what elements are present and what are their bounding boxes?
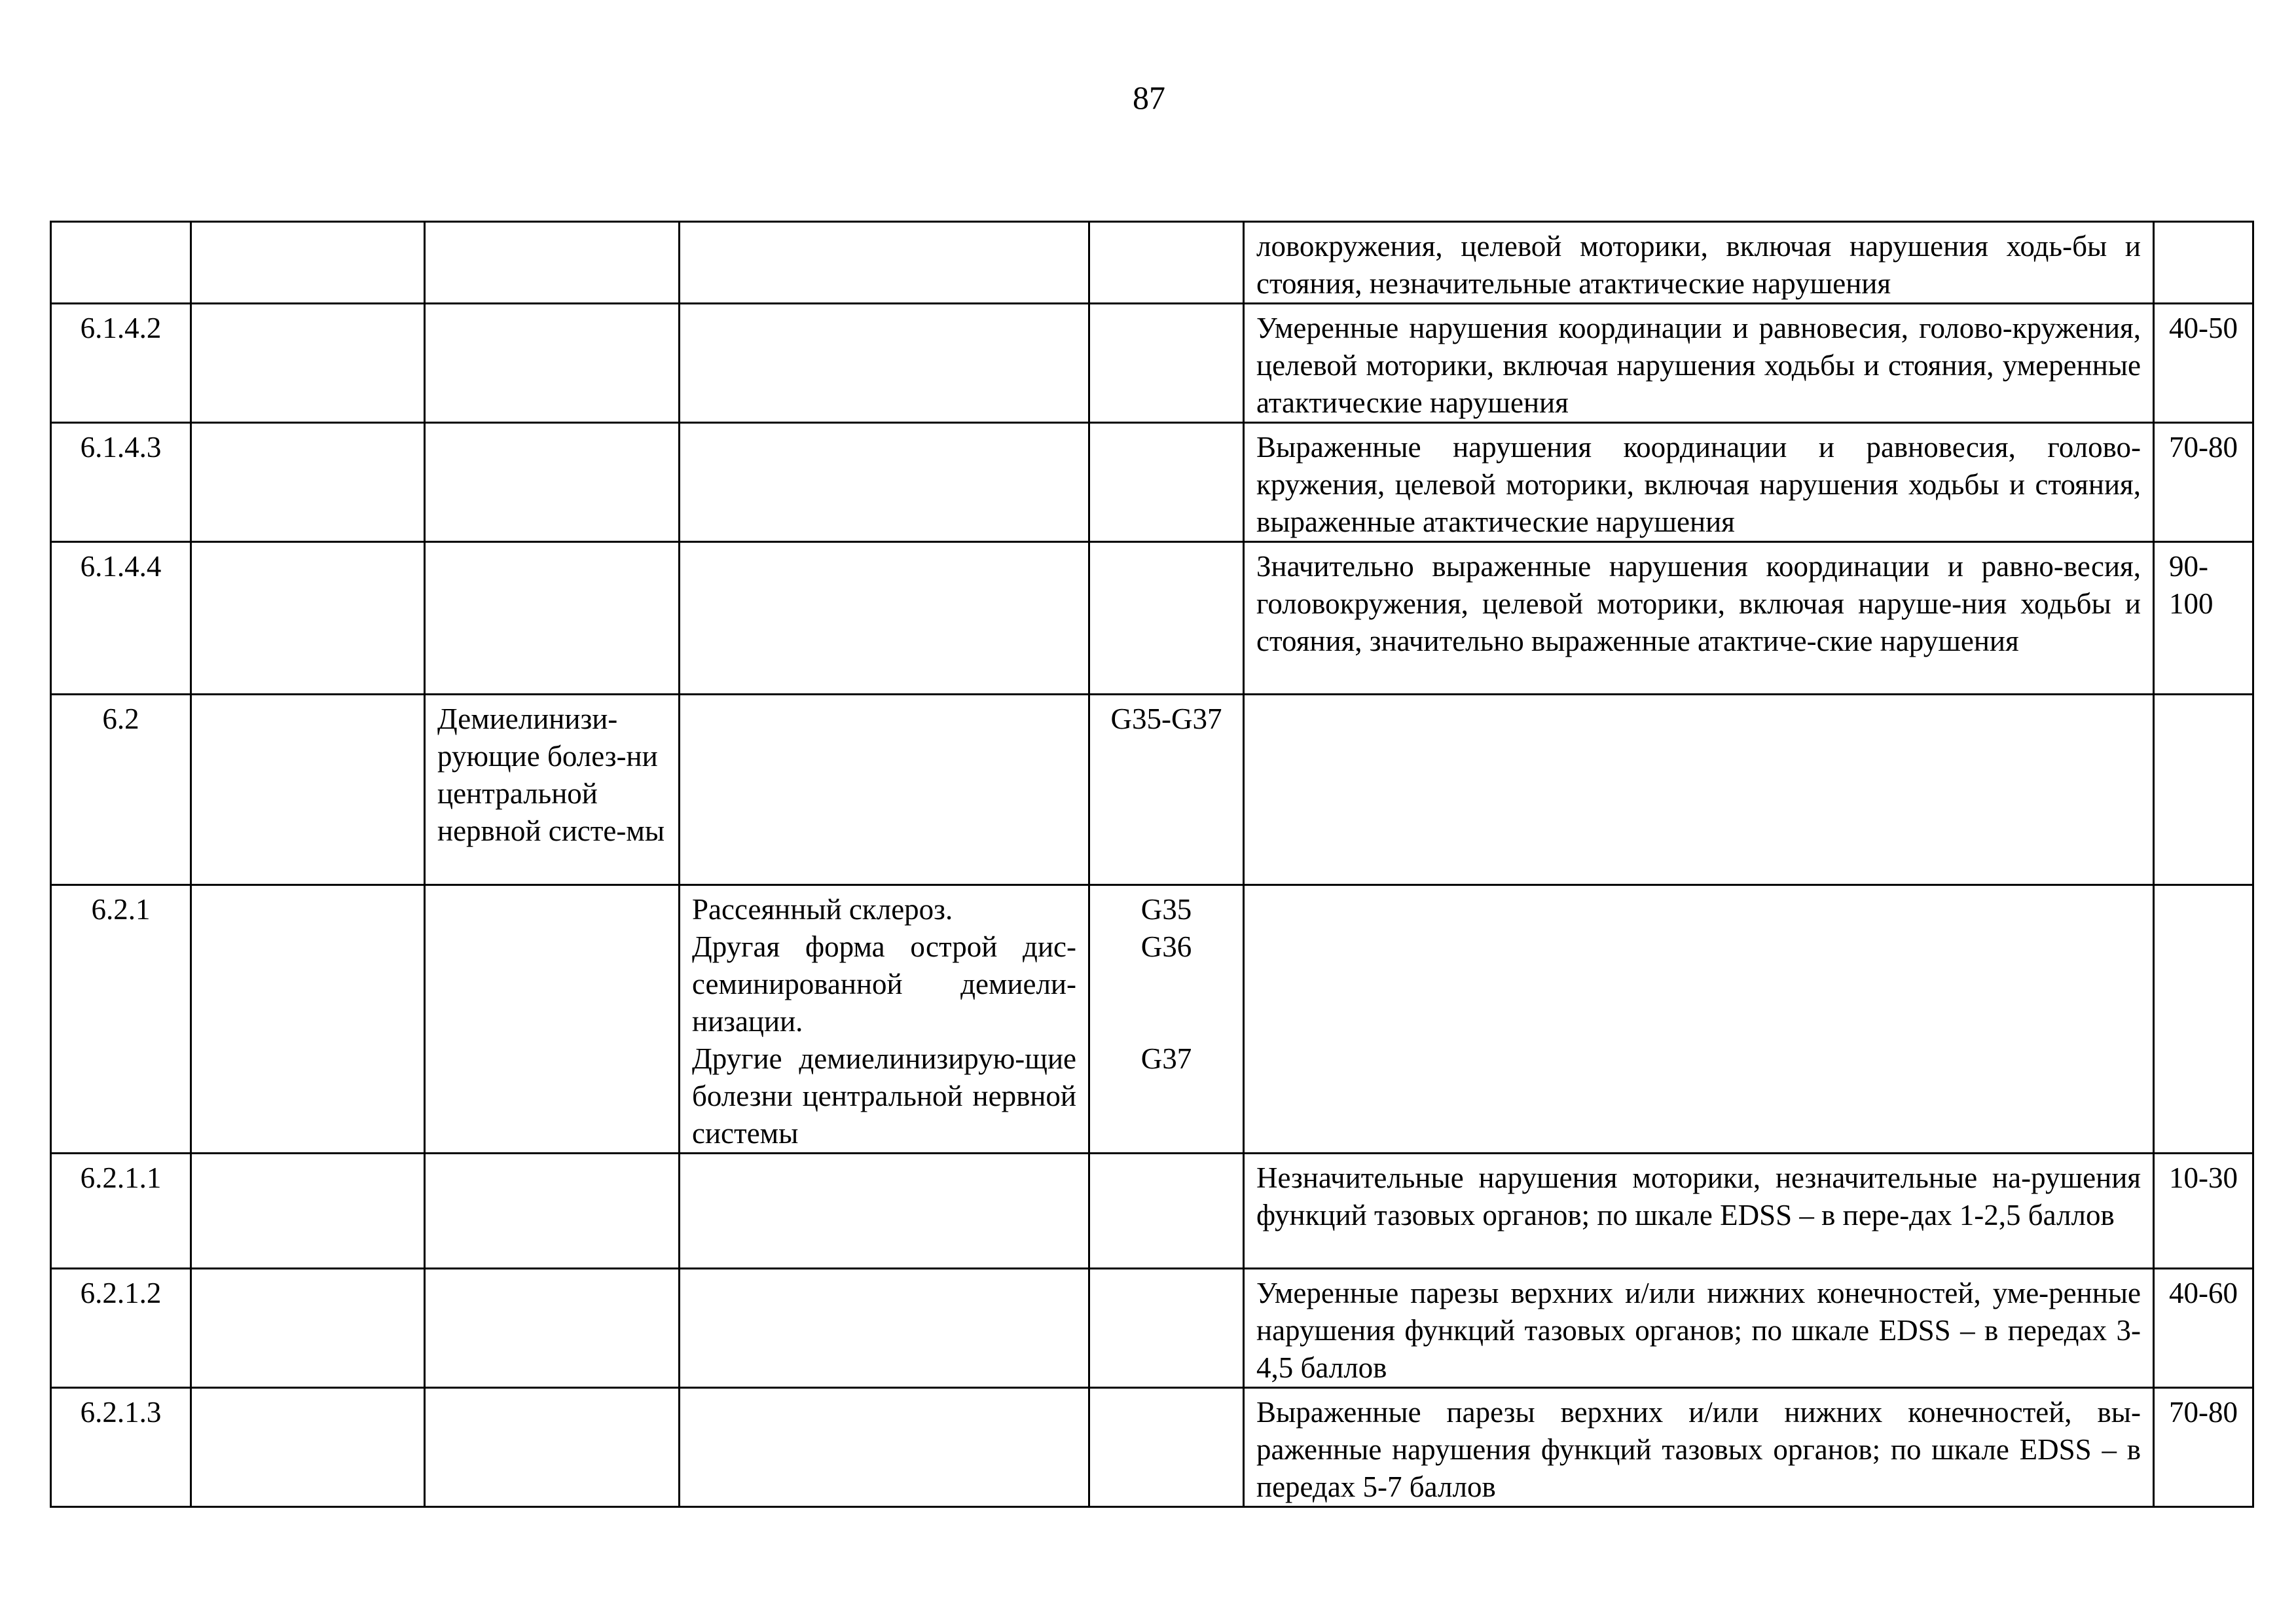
disease-group-cell — [425, 1388, 680, 1507]
nosology-item: Рассеянный склероз. — [692, 893, 953, 926]
icd-code-cell — [1089, 1269, 1244, 1388]
disease-group-cell — [425, 423, 680, 542]
item-number-cell: 6.2.1.1 — [51, 1154, 191, 1269]
icd-code-cell: G35-G37 — [1089, 695, 1244, 885]
table-row — [51, 1388, 2253, 1507]
score-cell — [2154, 885, 2253, 1154]
disease-group-cell — [425, 1269, 680, 1388]
icd-code-cell — [1089, 222, 1244, 304]
score-cell — [2154, 222, 2253, 304]
icd-code-cell — [1089, 885, 1244, 1154]
description-cell: ловокружения, целевой моторики, включая нарушения ходь-бы и стояния, незначительные атактические нарушения — [1244, 222, 2154, 304]
description-cell: Умеренные нарушения координации и равновесия, голово-кружения, целевой моторики, включая нарушения ходьбы и стояния, умеренные атактические нарушения — [1244, 304, 2154, 423]
item-number-cell: 6.1.4.3 — [51, 423, 191, 542]
icd-code-cell — [1089, 1388, 1244, 1507]
disease-group-cell — [425, 542, 680, 695]
table-row — [51, 1269, 2253, 1388]
table-row — [51, 423, 2253, 542]
description-cell: Значительно выраженные нарушения координации и равно-весия, головокружения, целевой моторики, включая наруше-ния ходьбы и стояния, значительно выраженные атактиче-ские нарушения — [1244, 542, 2154, 695]
empty-cell — [191, 695, 425, 885]
score-cell: 70-80 — [2154, 1388, 2253, 1507]
nosology-cell — [680, 304, 1089, 423]
nosology-cell — [680, 542, 1089, 695]
table-row — [51, 695, 2253, 885]
disease-group-cell — [425, 1154, 680, 1269]
item-number-cell: 6.1.4.2 — [51, 304, 191, 423]
disability-criteria-table — [50, 221, 2254, 1508]
disease-group-cell: Демиелинизи-рующие болез-ни центральной нервной систе-мы — [425, 695, 680, 885]
description-cell — [1244, 695, 2154, 885]
item-number-cell: 6.2 — [51, 695, 191, 885]
disease-group-cell — [425, 304, 680, 423]
table-row — [51, 885, 2253, 1154]
item-number-cell: 6.2.1 — [51, 885, 191, 1154]
empty-cell — [191, 222, 425, 304]
table-row — [51, 304, 2253, 423]
icd-code-cell — [1089, 542, 1244, 695]
score-cell: 90-100 — [2154, 542, 2253, 695]
nosology-cell — [680, 1269, 1089, 1388]
table-row — [51, 222, 2253, 304]
description-cell: Выраженные нарушения координации и равновесия, голово-кружения, целевой моторики, включая нарушения ходьбы и стояния, выраженные атактические нарушения — [1244, 423, 2154, 542]
empty-cell — [191, 304, 425, 423]
empty-cell — [191, 542, 425, 695]
score-cell: 70-80 — [2154, 423, 2253, 542]
empty-cell — [191, 423, 425, 542]
nosology-item: Другая форма острой дис-семинированной демиели-низации. — [692, 930, 1076, 1038]
description-cell — [1244, 885, 2154, 1154]
icd-code-cell — [1089, 304, 1244, 423]
icd-code: G37 — [1140, 1042, 1192, 1075]
icd-code: G35 — [1140, 893, 1192, 926]
item-number-cell — [51, 222, 191, 304]
nosology-cell — [680, 1154, 1089, 1269]
disease-group-cell — [425, 222, 680, 304]
score-cell — [2154, 695, 2253, 885]
disease-group-cell — [425, 885, 680, 1154]
item-number-cell: 6.2.1.3 — [51, 1388, 191, 1507]
empty-cell — [191, 1388, 425, 1507]
item-number-cell: 6.2.1.2 — [51, 1269, 191, 1388]
score-cell: 40-60 — [2154, 1269, 2253, 1388]
item-number-cell: 6.1.4.4 — [51, 542, 191, 695]
score-cell: 10-30 — [2154, 1154, 2253, 1269]
nosology-item: Другие демиелинизирую-щие болезни центральной нервной системы — [692, 1042, 1076, 1150]
icd-code: G36 — [1140, 930, 1192, 963]
description-cell: Незначительные нарушения моторики, незначительные на-рушения функций тазовых органов; по шкале EDSS – в пере-дах 1-2,5 баллов — [1244, 1154, 2154, 1269]
icd-code-spacer — [1102, 966, 1231, 1040]
empty-cell — [191, 885, 425, 1154]
empty-cell — [191, 1269, 425, 1388]
description-cell: Выраженные парезы верхних и/или нижних конечностей, вы-раженные нарушения функций тазовых органов; по шкале EDSS – в передах 5-7 баллов — [1244, 1388, 2154, 1507]
table-row — [51, 542, 2253, 695]
icd-code-cell — [1089, 1154, 1244, 1269]
nosology-cell — [680, 695, 1089, 885]
empty-cell — [191, 1154, 425, 1269]
score-cell: 40-50 — [2154, 304, 2253, 423]
nosology-cell — [680, 423, 1089, 542]
page-number: 87 — [1133, 79, 1165, 116]
nosology-cell — [680, 1388, 1089, 1507]
icd-code-cell — [1089, 423, 1244, 542]
nosology-cell — [680, 222, 1089, 304]
nosology-cell — [680, 885, 1089, 1154]
table-row — [51, 1154, 2253, 1269]
description-cell: Умеренные парезы верхних и/или нижних конечностей, уме-ренные нарушения функций тазовых органов; по шкале EDSS – в передах 3-4,5 баллов — [1244, 1269, 2154, 1388]
